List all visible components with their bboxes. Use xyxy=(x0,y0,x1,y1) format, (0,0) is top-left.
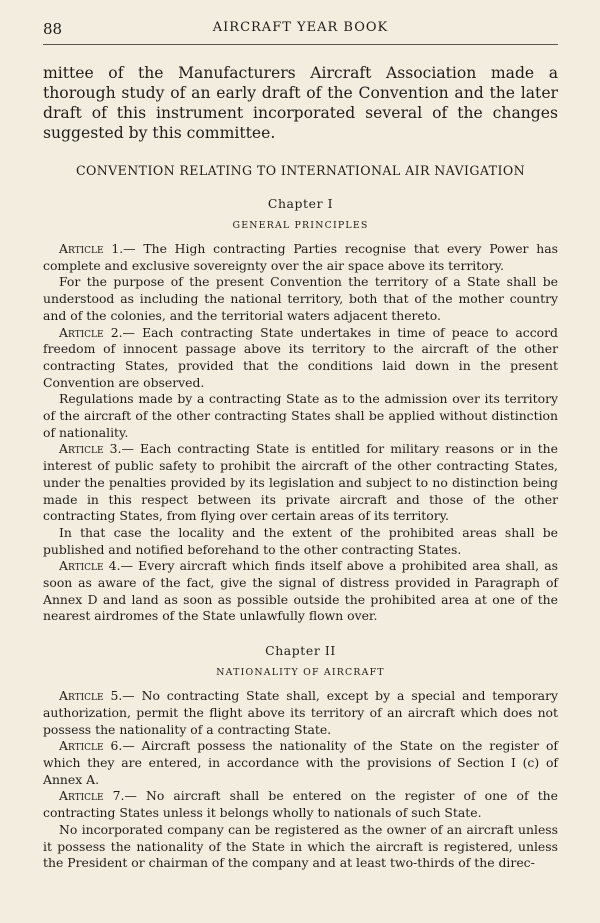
article-text: — No contracting State shall, except by a special and temporary authorization, permit the flight above its territory of an aircraft which does not possess the nationality of a contracting State. xyxy=(43,688,558,737)
article-label: Article 3. xyxy=(59,441,122,457)
article-label: Article 5. xyxy=(59,688,123,704)
article-text: — Each contracting State is entitled for military reasons or in the interest of public safety to prohibit the aircraft of the other contracting States, under the penalties provided by its legislation and subject to no distinction being made in this respect between its private aircraft and those of the other contracting States, from flying over certain areas of its territory. xyxy=(43,441,558,524)
chapter-heading: Chapter I xyxy=(267,196,334,211)
article-text: For the purpose of the present Convention the territory of a State shall be understood as including the national territory, both that of the mother country and of the colonies, and the territorial waters adjacent thereto. xyxy=(43,274,558,323)
article-text: In that case the locality and the extent of the prohibited areas shall be published and notified beforehand to the other contracting States. xyxy=(43,524,558,557)
article-paragraph xyxy=(43,441,558,525)
article-text: No incorporated company can be registered as the owner of an aircraft unless it possess the nationality of the State in which the aircraft is registered, unless the President or chairman of the company and at least two-thirds of the direc- xyxy=(43,821,558,871)
article-text: — No aircraft shall be entered on the register of one of the contracting States unless it belongs wholly to nationals of such State. xyxy=(43,788,558,821)
chapter-subheading: GENERAL PRINCIPLES xyxy=(232,220,369,231)
article-paragraph xyxy=(43,738,558,788)
page-number: 88 xyxy=(43,20,63,38)
article-label: Article 1. xyxy=(59,241,124,256)
article-label: Article 2. xyxy=(59,324,123,340)
article-paragraph xyxy=(43,525,558,558)
article-text: — Every aircraft which finds itself above a prohibited area shall, as soon as aware of the fact, give the signal of distress provided in Paragraph of Annex D and land as soon as possible outside the prohibited area at one of the nearest airdromes of the State unlawfully flown over. xyxy=(43,558,558,624)
running-head: AIRCRAFT YEAR BOOK xyxy=(212,20,389,35)
article-paragraph xyxy=(43,788,558,821)
article-label: Article 7. xyxy=(59,788,125,804)
article-text: — Aircraft possess the nationality of the State on the register of which they are entered, in accordance with the provisions of Section I (c) of Annex A. xyxy=(43,738,558,787)
chapter-heading: Chapter II xyxy=(265,643,336,659)
convention-title: CONVENTION RELATING TO INTERNATIONAL AIR NAVIGATION xyxy=(75,163,525,178)
article-text: — Each contracting State undertakes in time of peace to accord freedom of innocent passage above its territory to the aircraft of the other contracting States, provided that the conditions laid down in the present Convention are observed. xyxy=(43,324,558,390)
intro-paragraph: mittee of the Manufacturers Aircraft Association made a thorough study of an early draft of the Convention and the later draft of this instrument incorporated several of the changes suggested by this committee. xyxy=(43,64,558,142)
chapter-subheading: NATIONALITY OF AIRCRAFT xyxy=(216,667,385,679)
article-label: Article 4. xyxy=(59,558,121,574)
article-label: Article 6. xyxy=(59,738,123,754)
article-paragraph xyxy=(43,325,558,392)
article-paragraph xyxy=(43,688,558,738)
article-paragraph xyxy=(43,274,558,324)
article-paragraph xyxy=(43,558,558,625)
article-text: — The High contracting Parties recognise that every Power has complete and exclusive sovereignty over the air space above its territory. xyxy=(43,241,558,273)
article-paragraph xyxy=(43,822,558,872)
page-header xyxy=(43,0,558,45)
article-paragraph xyxy=(43,241,558,274)
article-text: Regulations made by a contracting State as to the admission over its territory of the aircraft of the other contracting States shall be applied without distinction of nationality. xyxy=(43,391,558,440)
article-paragraph xyxy=(43,391,558,441)
